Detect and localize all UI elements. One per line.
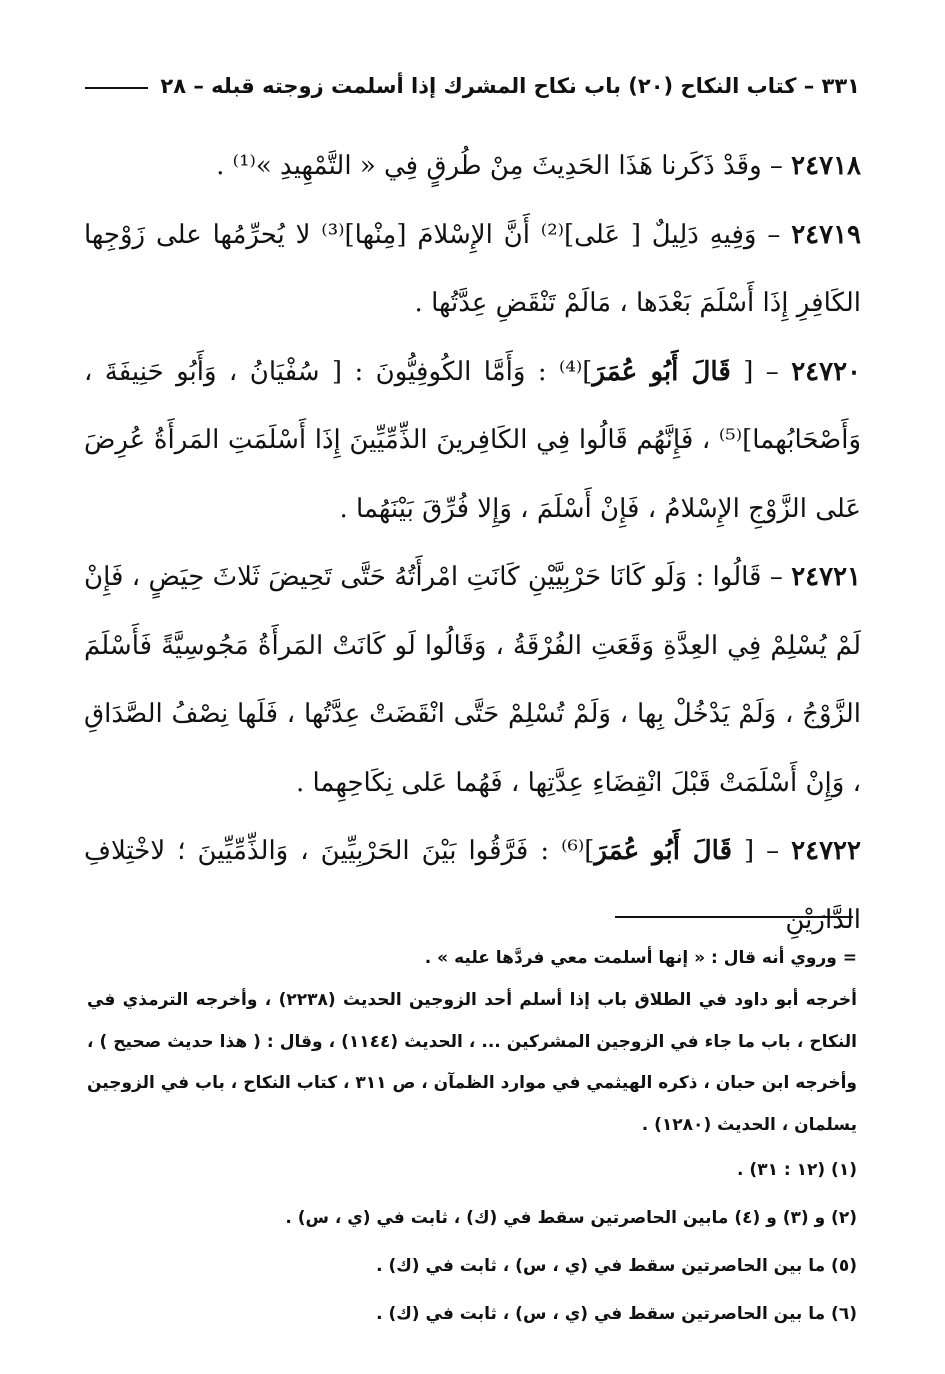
footnote-continuation-block: أخرجه أبو داود في الطلاق باب إذا أسلم أحد الزوجين الحديث (٢٢٣٨) ، وأخرجه الترمذي في النكاح ، باب ما جاء في الزوجين المشركين ... ، الحديث (١١٤٤) ، وقال : ( هذا حديث صحيح ) ، وأخرجه ابن حبان ، ذكره الهيثمي في موارد الظمآن ، ص ٣١١ ، كتاب النكاح ، باب في الزوجين يسلمان ، الحديث (١٢٨٠) . <box>87 990 858 1135</box>
paragraph-text: – وَفِيهِ دَلِيلٌ [ عَلى]⁽²⁾ أَنَّ الإِسْلامَ [مِنْها]⁽³⁾ لا يُحرِّمُها على زَوْجِها الكَافِرِ إِذَا أَسْلَمَ بَعْدَها ، مَالَمْ تَنْقَضِ عِدَّتُها . <box>84 219 861 318</box>
paragraph-24719 <box>84 201 861 338</box>
header-rule <box>85 87 148 89</box>
footnote-continuation-line: = وروي أنه قال : « إنها أسلمت معي فردَّها عليه » . <box>424 948 857 968</box>
speaker-name: قَالَ أَبُو عُمَرَ <box>592 356 731 387</box>
paragraph-24721 <box>84 543 861 817</box>
main-text <box>84 132 861 954</box>
footnote-1: (١) (١٢ : ٣١) . <box>737 1160 857 1180</box>
paragraph-number: ٢٤٧٢١ <box>791 562 862 592</box>
footnotes <box>87 936 857 1338</box>
header-title: ٣٣١ – كتاب النكاح (٢٠) باب نكاح المشرك إذا أسلمت زوجته قبله – ٢٨ <box>160 74 860 98</box>
paragraph-prefix: – [ <box>743 356 779 387</box>
paragraph-text: – وقَدْ ذَكَرنا هَذَا الحَدِيثَ مِنْ طُرقٍ فِي « التَّمْهِيدِ »⁽¹⁾ . <box>216 151 783 181</box>
footnote-separator <box>615 916 853 918</box>
speaker-name: قَالَ أَبُو عُمَرَ <box>594 836 733 866</box>
footnote-5: (٥) ما بين الحاصرتين سقط في (ي ، س) ، ثابت في (ك) . <box>376 1256 857 1276</box>
paragraph-text: – قَالُوا : وَلَو كَانَا حَرْبِيَّيْنِ كَانَتِ امْرأَتُهُ حَتَّى تَحِيضَ ثَلاثَ حِيَضٍ ، فَإِنْ لَمْ يُسْلِمْ فِي العِدَّةِ وَقَعَتِ الفُرْقَةُ ، وَقَالُوا لَو كَانَتْ المَرأَةُ مَجُوسِيَّةً فَأَسْلَمَ الزَّوْجُ ، وَلَمْ يَدْخُلْ بِها ، وَلَمْ تُسْلِمْ حَتَّى انْقَضَتْ عِدَّتُها ، فَلَها نِصْفُ الصَّدَاقِ ، وَإِنْ أَسْلَمَتْ قَبْلَ انْقِضَاءِ عِدَّتِها ، فَهُما عَلى نِكَاحِهِما . <box>84 562 861 798</box>
paragraph-text: ]⁽⁴⁾ : وَأَمَّا الكُوفِيُّونَ : [ سُفْيَانُ ، وَأَبُو حَنِيفَةَ ، وَأَصْحَابُهما]⁽⁵⁾ ، فَإِنَّهُم قَالُوا فِي الكَافِرينَ الذِّمِّيِّينَ إِذَا أَسْلَمَتِ المَرأَةُ عُرِضَ عَلى الزَّوْجِ الإِسْلامُ ، فَإِنْ أَسْلَمَ ، وَإِلا فُرِّقَ بَيْنَهُما . <box>84 356 861 524</box>
paragraph-prefix: – [ <box>744 836 780 866</box>
paragraph-number: ٢٤٧١٩ <box>791 219 862 250</box>
paragraph-number: ٢٤٧١٨ <box>791 151 861 181</box>
paragraph-text: ]⁽⁶⁾ : فَرَّقُوا بَيْنَ الحَرْبِيِّينَ ، وَالذِّمِّيِّينَ ؛ لاخْتِلافِ الدَّارَيْنِ <box>84 836 861 935</box>
paragraph-24718 <box>84 132 861 201</box>
footnote-2-3-4: (٢) و (٣) و (٤) مابين الحاصرتين سقط في (ك) ، ثابت في (ي ، س) . <box>285 1208 857 1228</box>
paragraph-number: ٢٤٧٢٢ <box>791 836 861 866</box>
running-header <box>85 66 860 106</box>
paragraph-24722 <box>84 817 861 954</box>
paragraph-24720 <box>84 338 861 544</box>
footnote-6: (٦) ما بين الحاصرتين سقط في (ي ، س) ، ثابت في (ك) . <box>376 1304 857 1324</box>
paragraph-number: ٢٤٧٢٠ <box>791 356 862 387</box>
